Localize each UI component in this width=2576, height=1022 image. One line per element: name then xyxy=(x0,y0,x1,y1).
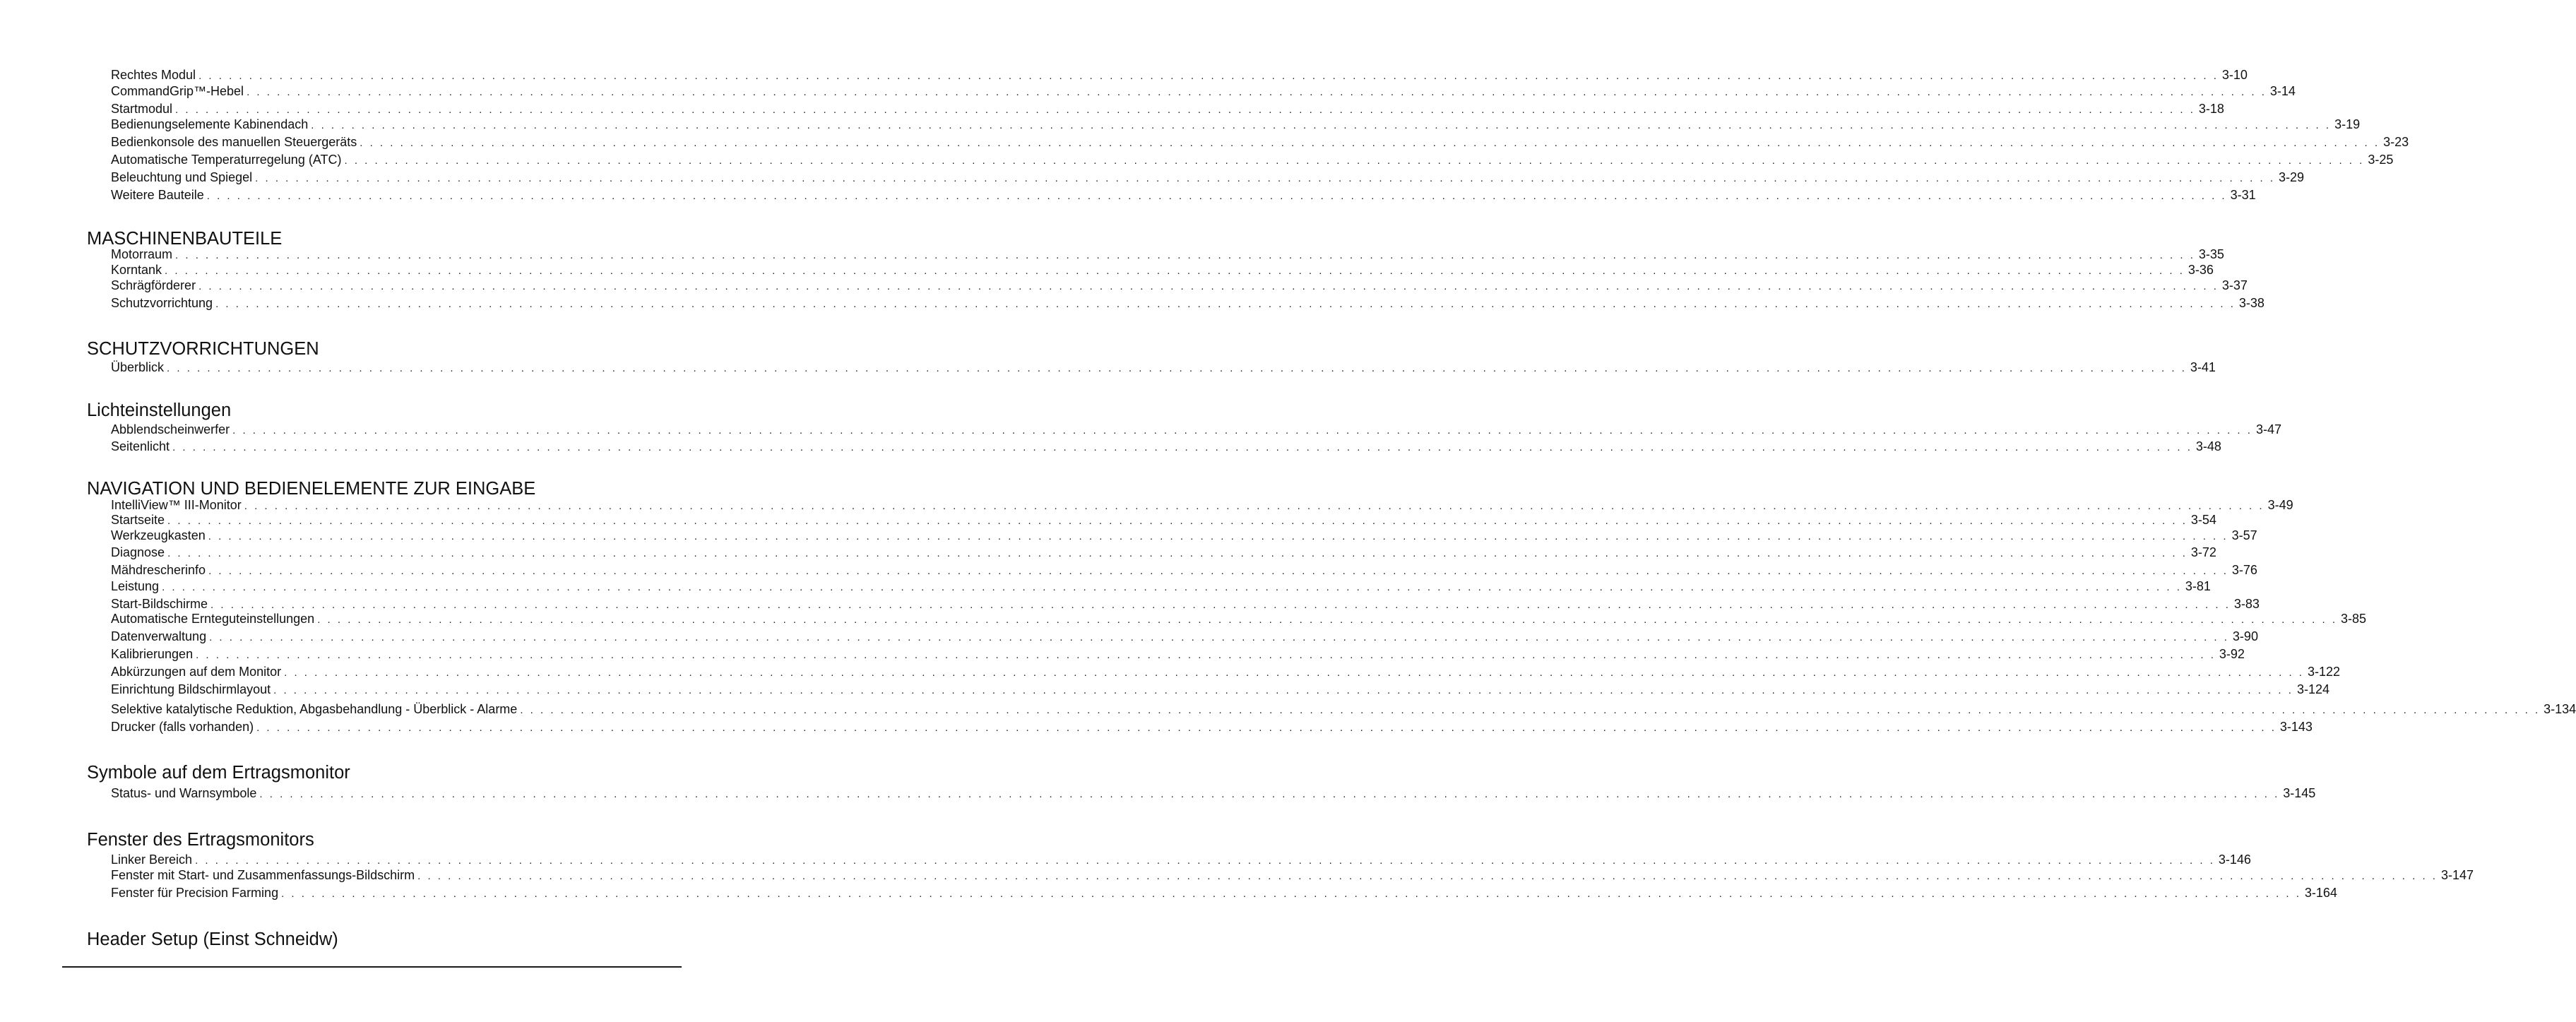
dot-leader: . . . . . . . . . . . . . . . . . . . . . . . . . . . . . . . . . . . . . . . . . . . . . . . . . . . . . . . . . . . . . . . . . . . . . . . . . . . . . . . . . . . . . . . . . . . . . . . . . . . . . . . . . . . . . . . . . . . . . . . . . . . . . . . . . . . . . . . . . . . . . . . . . . . . . . . . . . . . . . . . . . . . . . . . . . . . . . . . . . . . . . . . . . . . . . . . . . . . . . . . xyxy=(273,684,2293,696)
toc-entry-label: Seitenlicht xyxy=(111,439,170,453)
toc-entry-page: 3-37 xyxy=(2221,278,2248,292)
toc-entry[interactable] xyxy=(111,438,2221,455)
toc-entry-label: Rechtes Modul xyxy=(111,68,196,82)
dot-leader: . . . . . . . . . . . . . . . . . . . . . . . . . . . . . . . . . . . . . . . . . . . . . . . . . . . . . . . . . . . . . . . . . . . . . . . . . . . . . . . . . . . . . . . . . . . . . . . . . . . . . . . . . . . . . . . . . . . . . . . . . . . . . . . . . . . . . . . . . . . . . . . . . . . . . . . . . . . . . . . . . . . . . . . . . . . . . . . . . . . . . . . . . . . . . . . . . . . . . . . . xyxy=(232,424,2252,436)
toc-entry[interactable] xyxy=(111,681,2329,698)
toc-entry-page: 3-49 xyxy=(2267,498,2293,512)
toc-entry-page: 3-35 xyxy=(2198,247,2224,261)
toc-entry[interactable] xyxy=(111,133,2409,150)
section-heading: NAVIGATION UND BEDIENELEMENTE ZUR EINGABE xyxy=(87,479,536,499)
toc-entry[interactable] xyxy=(111,701,2576,718)
toc-entry-label: Linker Bereich xyxy=(111,852,193,867)
toc-entry[interactable] xyxy=(111,83,2296,100)
dot-leader: . . . . . . . . . . . . . . . . . . . . . . . . . . . . . . . . . . . . . . . . . . . . . . . . . . . . . . . . . . . . . . . . . . . . . . . . . . . . . . . . . . . . . . . . . . . . . . . . . . . . . . . . . . . . . . . . . . . . . . . . . . . . . . . . . . . . . . . . . . . . . . . . . . . . . . . . . . . . . . . . . . . . . . . . . . . . . . . . . . . . . . . . . . . . . . . . . . . . . . . . xyxy=(167,515,2188,527)
toc-entry-label: IntelliView™ III-Monitor xyxy=(111,498,242,512)
toc-entry-page: 3-124 xyxy=(2296,682,2329,696)
toc-entry-page: 3-10 xyxy=(2221,68,2248,82)
dot-leader: . . . . . . . . . . . . . . . . . . . . . . . . . . . . . . . . . . . . . . . . . . . . . . . . . . . . . . . . . . . . . . . . . . . . . . . . . . . . . . . . . . . . . . . . . . . . . . . . . . . . . . . . . . . . . . . . . . . . . . . . . . . . . . . . . . . . . . . . . . . . . . . . . . . . . . . . . . . . . . . . . . . . . . . . . . . . . . . . . . . . . . . . . . . . . . . . . . . . . . . . xyxy=(198,70,2219,82)
dot-leader: . . . . . . . . . . . . . . . . . . . . . . . . . . . . . . . . . . . . . . . . . . . . . . . . . . . . . . . . . . . . . . . . . . . . . . . . . . . . . . . . . . . . . . . . . . . . . . . . . . . . . . . . . . . . . . . . . . . . . . . . . . . . . . . . . . . . . . . . . . . . . . . . . . . . . . . . . . . . . . . . . . . . . . . . . . . . . . . . . . . . . . . . . . . . . . . . . . . . . . . . xyxy=(172,441,2192,453)
dot-leader: . . . . . . . . . . . . . . . . . . . . . . . . . . . . . . . . . . . . . . . . . . . . . . . . . . . . . . . . . . . . . . . . . . . . . . . . . . . . . . . . . . . . . . . . . . . . . . . . . . . . . . . . . . . . . . . . . . . . . . . . . . . . . . . . . . . . . . . . . . . . . . . . . . . . . . . . . . . . . . . . . . . . . . . . . . . . . . . . . . . . . . . . . . . . . . . . . . . . . . . . xyxy=(175,104,2195,116)
dot-leader: . . . . . . . . . . . . . . . . . . . . . . . . . . . . . . . . . . . . . . . . . . . . . . . . . . . . . . . . . . . . . . . . . . . . . . . . . . . . . . . . . . . . . . . . . . . . . . . . . . . . . . . . . . . . . . . . . . . . . . . . . . . . . . . . . . . . . . . . . . . . . . . . . . . . . . . . . . . . . . . . . . . . . . . . . . . . . . . . . . . . . . . . . . . . . . . . . . . . . . . . xyxy=(206,190,2227,202)
toc-entry-page: 3-54 xyxy=(2190,513,2216,527)
toc-entry-label: Korntank xyxy=(111,263,162,277)
toc-entry-page: 3-31 xyxy=(2230,188,2256,202)
dot-leader: . . . . . . . . . . . . . . . . . . . . . . . . . . . . . . . . . . . . . . . . . . . . . . . . . . . . . . . . . . . . . . . . . . . . . . . . . . . . . . . . . . . . . . . . . . . . . . . . . . . . . . . . . . . . . . . . . . . . . . . . . . . . . . . . . . . . . . . . . . . . . . . . . . . . . . . . . . . . . . . . . . . . . . . . . . . . . . . . . . . . . . . . . . . . . . . . . . . . . . . . xyxy=(209,631,2229,643)
dot-leader: . . . . . . . . . . . . . . . . . . . . . . . . . . . . . . . . . . . . . . . . . . . . . . . . . . . . . . . . . . . . . . . . . . . . . . . . . . . . . . . . . . . . . . . . . . . . . . . . . . . . . . . . . . . . . . . . . . . . . . . . . . . . . . . . . . . . . . . . . . . . . . . . . . . . . . . . . . . . . . . . . . . . . . . . . . . . . . . . . . . . . . . . . . . . . . . . . . . . . . . . xyxy=(256,722,2277,734)
toc-entry-label: Startmodul xyxy=(111,102,173,116)
toc-entry[interactable] xyxy=(111,246,2224,263)
toc-entry-page: 3-81 xyxy=(2185,579,2211,593)
section-heading: Fenster des Ertragsmonitors xyxy=(87,830,314,850)
toc-entry-label: Überblick xyxy=(111,360,165,374)
toc-entry-page: 3-29 xyxy=(2279,170,2305,184)
dot-leader: . . . . . . . . . . . . . . . . . . . . . . . . . . . . . . . . . . . . . . . . . . . . . . . . . . . . . . . . . . . . . . . . . . . . . . . . . . . . . . . . . . . . . . . . . . . . . . . . . . . . . . . . . . . . . . . . . . . . . . . . . . . . . . . . . . . . . . . . . . . . . . . . . . . . . . . . . . . . . . . . . . . . . . . . . . . . . . . . . . . . . . . . . . . . . . . . . . . . . . . . xyxy=(195,855,2215,867)
toc-entry-page: 3-47 xyxy=(2255,422,2281,436)
toc-entry-label: Abblendscheinwerfer xyxy=(111,422,230,436)
toc-entry-label: Schutzvorrichtung xyxy=(111,296,213,310)
toc-entry[interactable] xyxy=(111,100,2224,117)
toc-entry[interactable] xyxy=(111,511,2216,528)
toc-entry-page: 3-18 xyxy=(2198,102,2224,116)
dot-leader: . . . . . . . . . . . . . . . . . . . . . . . . . . . . . . . . . . . . . . . . . . . . . . . . . . . . . . . . . . . . . . . . . . . . . . . . . . . . . . . . . . . . . . . . . . . . . . . . . . . . . . . . . . . . . . . . . . . . . . . . . . . . . . . . . . . . . . . . . . . . . . . . . . . . . . . . . . . . . . . . . . . . . . . . . . . . . . . . . . . . . . . . . . . . . . . . . . . . . . . . xyxy=(281,888,2301,900)
toc-entry-page: 3-38 xyxy=(2238,296,2265,310)
toc-entry-label: Fenster für Precision Farming xyxy=(111,886,279,900)
dot-leader: . . . . . . . . . . . . . . . . . . . . . . . . . . . . . . . . . . . . . . . . . . . . . . . . . . . . . . . . . . . . . . . . . . . . . . . . . . . . . . . . . . . . . . . . . . . . . . . . . . . . . . . . . . . . . . . . . . . . . . . . . . . . . . . . . . . . . . . . . . . . . . . . . . . . . . . . . . . . . . . . . . . . . . . . . . . . . . . . . . . . . . . . . . . . . . . . . . . . . . . . xyxy=(311,119,2332,131)
toc-entry-page: 3-25 xyxy=(2368,153,2394,167)
toc-entry-label: Schrägförderer xyxy=(111,278,196,292)
toc-entry[interactable] xyxy=(111,544,2216,561)
toc-entry-page: 3-122 xyxy=(2307,665,2341,679)
dot-leader: . . . . . . . . . . . . . . . . . . . . . . . . . . . . . . . . . . . . . . . . . . . . . . . . . . . . . . . . . . . . . . . . . . . . . . . . . . . . . . . . . . . . . . . . . . . . . . . . . . . . . . . . . . . . . . . . . . . . . . . . . . . . . . . . . . . . . . . . . . . . . . . . . . . . . . . . . . . . . . . . . . . . . . . . . . . . . . . . . . . . . . . . . . . . . . . . . . . . . . . . xyxy=(210,599,2231,611)
dot-leader: . . . . . . . . . . . . . . . . . . . . . . . . . . . . . . . . . . . . . . . . . . . . . . . . . . . . . . . . . . . . . . . . . . . . . . . . . . . . . . . . . . . . . . . . . . . . . . . . . . . . . . . . . . . . . . . . . . . . . . . . . . . . . . . . . . . . . . . . . . . . . . . . . . . . . . . . . . . . . . . . . . . . . . . . . . . . . . . . . . . . . . . . . . . . . . . . . . . . . . . . xyxy=(255,172,2275,184)
toc-entry[interactable] xyxy=(111,151,2394,168)
section-heading: Lichteinstellungen xyxy=(87,400,232,420)
toc-entry-label: Bedienungselemente Kabinendach xyxy=(111,117,309,131)
toc-entry-label: Abkürzungen auf dem Monitor xyxy=(111,665,282,679)
toc-entry-page: 3-14 xyxy=(2269,84,2296,98)
toc-entry-page: 3-90 xyxy=(2232,629,2258,643)
toc-entry[interactable] xyxy=(111,884,2337,901)
toc-entry-label: Automatische Ernteguteinstellungen xyxy=(111,612,315,626)
toc-entry[interactable] xyxy=(111,663,2341,680)
dot-leader: . . . . . . . . . . . . . . . . . . . . . . . . . . . . . . . . . . . . . . . . . . . . . . . . . . . . . . . . . . . . . . . . . . . . . . . . . . . . . . . . . . . . . . . . . . . . . . . . . . . . . . . . . . . . . . . . . . . . . . . . . . . . . . . . . . . . . . . . . . . . . . . . . . . . . . . . . . . . . . . . . . . . . . . . . . . . . . . . . . . . . . . . . . . . . . . . . . . . . . . . xyxy=(162,581,2182,593)
dot-leader: . . . . . . . . . . . . . . . . . . . . . . . . . . . . . . . . . . . . . . . . . . . . . . . . . . . . . . . . . . . . . . . . . . . . . . . . . . . . . . . . . . . . . . . . . . . . . . . . . . . . . . . . . . . . . . . . . . . . . . . . . . . . . . . . . . . . . . . . . . . . . . . . . . . . . . . . . . . . . . . . . . . . . . . . . . . . . . . . . . . . . . . . . . . . . . . . . . . . . . . . xyxy=(244,500,2265,512)
dot-leader: . . . . . . . . . . . . . . . . . . . . . . . . . . . . . . . . . . . . . . . . . . . . . . . . . . . . . . . . . . . . . . . . . . . . . . . . . . . . . . . . . . . . . . . . . . . . . . . . . . . . . . . . . . . . . . . . . . . . . . . . . . . . . . . . . . . . . . . . . . . . . . . . . . . . . . . . . . . . . . . . . . . . . . . . . . . . . . . . . . . . . . . . . . . . . . . . . . . . . . . . xyxy=(196,649,2216,661)
toc-entry-page: 3-145 xyxy=(2283,786,2316,800)
toc-entry[interactable] xyxy=(111,359,2216,376)
dot-leader: . . . . . . . . . . . . . . . . . . . . . . . . . . . . . . . . . . . . . . . . . . . . . . . . . . . . . . . . . . . . . . . . . . . . . . . . . . . . . . . . . . . . . . . . . . . . . . . . . . . . . . . . . . . . . . . . . . . . . . . . . . . . . . . . . . . . . . . . . . . . . . . . . . . . . . . . . . . . . . . . . . . . . . . . . . . . . . . . . . . . . . . . . . . . . . . . . . . . . . . . xyxy=(215,298,2236,310)
section-heading: Symbole auf dem Ertragsmonitor xyxy=(87,763,350,783)
dot-leader: . . . . . . . . . . . . . . . . . . . . . . . . . . . . . . . . . . . . . . . . . . . . . . . . . . . . . . . . . . . . . . . . . . . . . . . . . . . . . . . . . . . . . . . . . . . . . . . . . . . . . . . . . . . . . . . . . . . . . . . . . . . . . . . . . . . . . . . . . . . . . . . . . . . . . . . . . . . . . . . . . . . . . . . . . . . . . . . . . . . . . . . . . . . . . . . . . . . . . . . . xyxy=(344,155,2365,167)
dot-leader: . . . . . . . . . . . . . . . . . . . . . . . . . . . . . . . . . . . . . . . . . . . . . . . . . . . . . . . . . . . . . . . . . . . . . . . . . . . . . . . . . . . . . . . . . . . . . . . . . . . . . . . . . . . . . . . . . . . . . . . . . . . . . . . . . . . . . . . . . . . . . . . . . . . . . . . . . . . . . . . . . . . . . . . . . . . . . . . . . . . . . . . . . . . . . . . . . . . . . . . . xyxy=(360,137,2380,149)
toc-entry-label: Beleuchtung und Spiegel xyxy=(111,170,253,184)
toc-entry[interactable] xyxy=(111,578,2211,595)
toc-entry-label: CommandGrip™-Hebel xyxy=(111,84,244,98)
toc-entry-page: 3-72 xyxy=(2190,545,2216,559)
toc-entry-page: 3-23 xyxy=(2383,135,2409,149)
toc-entry[interactable] xyxy=(111,66,2248,83)
toc-entry-label: Einrichtung Bildschirmlayout xyxy=(111,682,271,696)
dot-leader: . . . . . . . . . . . . . . . . . . . . . . . . . . . . . . . . . . . . . . . . . . . . . . . . . . . . . . . . . . . . . . . . . . . . . . . . . . . . . . . . . . . . . . . . . . . . . . . . . . . . . . . . . . . . . . . . . . . . . . . . . . . . . . . . . . . . . . . . . . . . . . . . . . . . . . . . . . . . . . . . . . . . . . . . . . . . . . . . . . . . . . . . . . . . . . . . . . . . . . . . xyxy=(247,86,2267,98)
toc-entry-label: Selektive katalytische Reduktion, Abgasbehandlung - Überblick - Alarme xyxy=(111,702,518,716)
dot-leader: . . . . . . . . . . . . . . . . . . . . . . . . . . . . . . . . . . . . . . . . . . . . . . . . . . . . . . . . . . . . . . . . . . . . . . . . . . . . . . . . . . . . . . . . . . . . . . . . . . . . . . . . . . . . . . . . . . . . . . . . . . . . . . . . . . . . . . . . . . . . . . . . . . . . . . . . . . . . . . . . . . . . . . . . . . . . . . . . . . . . . . . . . . . . . . . . . . . . . . . . xyxy=(175,249,2195,261)
toc-entry-page: 3-36 xyxy=(2188,263,2214,277)
toc-entry[interactable] xyxy=(111,116,2361,133)
toc-entry-label: Startseite xyxy=(111,513,165,527)
dot-leader: . . . . . . . . . . . . . . . . . . . . . . . . . . . . . . . . . . . . . . . . . . . . . . . . . . . . . . . . . . . . . . . . . . . . . . . . . . . . . . . . . . . . . . . . . . . . . . . . . . . . . . . . . . . . . . . . . . . . . . . . . . . . . . . . . . . . . . . . . . . . . . . . . . . . . . . . . . . . . . . . . . . . . . . . . . . . . . . . . . . . . . . . . . . . . . . . . . . . . . . . xyxy=(259,788,2280,800)
toc-entry[interactable] xyxy=(111,718,2313,735)
dot-leader: . . . . . . . . . . . . . . . . . . . . . . . . . . . . . . . . . . . . . . . . . . . . . . . . . . . . . . . . . . . . . . . . . . . . . . . . . . . . . . . . . . . . . . . . . . . . . . . . . . . . . . . . . . . . . . . . . . . . . . . . . . . . . . . . . . . . . . . . . . . . . . . . . . . . . . . . . . . . . . . . . . . . . . . . . . . . . . . . . . . . . . . . . . . . . . . . . . . . . . . . xyxy=(198,280,2219,292)
toc-entry[interactable] xyxy=(111,277,2248,294)
toc-entry[interactable] xyxy=(111,527,2257,544)
toc-entry[interactable] xyxy=(111,646,2245,662)
toc-entry-label: Motorraum xyxy=(111,247,173,261)
footer-rule xyxy=(62,966,682,968)
toc-entry-page: 3-57 xyxy=(2231,528,2257,542)
toc-entry-page: 3-92 xyxy=(2219,647,2245,661)
toc-entry-page: 3-143 xyxy=(2279,720,2313,734)
toc-entry-label: Werkzeugkasten xyxy=(111,528,206,542)
toc-entry[interactable] xyxy=(111,628,2258,645)
dot-leader: . . . . . . . . . . . . . . . . . . . . . . . . . . . . . . . . . . . . . . . . . . . . . . . . . . . . . . . . . . . . . . . . . . . . . . . . . . . . . . . . . . . . . . . . . . . . . . . . . . . . . . . . . . . . . . . . . . . . . . . . . . . . . . . . . . . . . . . . . . . . . . . . . . . . . . . . . . . . . . . . . . . . . . . . . . . . . . . . . . . . . . . . . . . . . . . . . . . . . . . . xyxy=(208,565,2228,577)
toc-entry-label: Bedienkonsole des manuellen Steuergeräts xyxy=(111,135,357,149)
toc-entry-page: 3-19 xyxy=(2334,117,2361,131)
dot-leader: . . . . . . . . . . . . . . . . . . . . . . . . . . . . . . . . . . . . . . . . . . . . . . . . . . . . . . . . . . . . . . . . . . . . . . . . . . . . . . . . . . . . . . . . . . . . . . . . . . . . . . . . . . . . . . . . . . . . . . . . . . . . . . . . . . . . . . . . . . . . . . . . . . . . . . . . . . . . . . . . . . . . . . . . . . . . . . . . . . . . . . . . . . . . . . . . . . . . . . . . xyxy=(520,704,2541,716)
toc-entry[interactable] xyxy=(111,785,2316,802)
toc-entry-label: Leistung xyxy=(111,579,160,593)
toc-entry-page: 3-85 xyxy=(2341,612,2367,626)
toc-entry-label: Weitere Bauteile xyxy=(111,188,204,202)
toc-entry-page: 3-48 xyxy=(2195,439,2221,453)
toc-entry-label: Start-Bildschirme xyxy=(111,597,208,611)
toc-entry-label: Mähdrescherinfo xyxy=(111,563,206,577)
toc-entry[interactable] xyxy=(111,867,2474,884)
toc-entry[interactable] xyxy=(111,169,2305,186)
section-heading: SCHUTZVORRICHTUNGEN xyxy=(87,339,319,359)
toc-entry[interactable] xyxy=(111,421,2281,438)
dot-leader: . . . . . . . . . . . . . . . . . . . . . . . . . . . . . . . . . . . . . . . . . . . . . . . . . . . . . . . . . . . . . . . . . . . . . . . . . . . . . . . . . . . . . . . . . . . . . . . . . . . . . . . . . . . . . . . . . . . . . . . . . . . . . . . . . . . . . . . . . . . . . . . . . . . . . . . . . . . . . . . . . . . . . . . . . . . . . . . . . . . . . . . . . . . . . . . . . . . . . . . . xyxy=(165,265,2185,277)
dot-leader: . . . . . . . . . . . . . . . . . . . . . . . . . . . . . . . . . . . . . . . . . . . . . . . . . . . . . . . . . . . . . . . . . . . . . . . . . . . . . . . . . . . . . . . . . . . . . . . . . . . . . . . . . . . . . . . . . . . . . . . . . . . . . . . . . . . . . . . . . . . . . . . . . . . . . . . . . . . . . . . . . . . . . . . . . . . . . . . . . . . . . . . . . . . . . . . . . . . . . . . . xyxy=(417,870,2438,882)
toc-entry-page: 3-134 xyxy=(2544,702,2576,716)
section-heading: MASCHINENBAUTEILE xyxy=(87,229,283,249)
toc-entry-page: 3-147 xyxy=(2440,868,2474,882)
toc-entry[interactable] xyxy=(111,295,2265,311)
toc-entry-label: Fenster mit Start- und Zusammenfassungs-Bildschirm xyxy=(111,868,415,882)
toc-entry-label: Drucker (falls vorhanden) xyxy=(111,720,254,734)
dot-leader: . . . . . . . . . . . . . . . . . . . . . . . . . . . . . . . . . . . . . . . . . . . . . . . . . . . . . . . . . . . . . . . . . . . . . . . . . . . . . . . . . . . . . . . . . . . . . . . . . . . . . . . . . . . . . . . . . . . . . . . . . . . . . . . . . . . . . . . . . . . . . . . . . . . . . . . . . . . . . . . . . . . . . . . . . . . . . . . . . . . . . . . . . . . . . . . . . . . . . . . . xyxy=(167,547,2188,559)
toc-entry[interactable] xyxy=(111,186,2256,203)
toc-entry-page: 3-76 xyxy=(2231,563,2257,577)
toc-entry-page: 3-83 xyxy=(2233,597,2260,611)
toc-entry[interactable] xyxy=(111,261,2214,278)
toc-entry-label: Automatische Temperaturregelung (ATC) xyxy=(111,153,342,167)
toc-entry-page: 3-41 xyxy=(2190,360,2216,374)
toc-entry-page: 3-164 xyxy=(2304,886,2337,900)
toc-entry-label: Diagnose xyxy=(111,545,165,559)
toc-entry[interactable] xyxy=(111,561,2257,578)
dot-leader: . . . . . . . . . . . . . . . . . . . . . . . . . . . . . . . . . . . . . . . . . . . . . . . . . . . . . . . . . . . . . . . . . . . . . . . . . . . . . . . . . . . . . . . . . . . . . . . . . . . . . . . . . . . . . . . . . . . . . . . . . . . . . . . . . . . . . . . . . . . . . . . . . . . . . . . . . . . . . . . . . . . . . . . . . . . . . . . . . . . . . . . . . . . . . . . . . . . . . . . . xyxy=(167,362,2187,374)
toc-entry[interactable] xyxy=(111,610,2367,627)
dot-leader: . . . . . . . . . . . . . . . . . . . . . . . . . . . . . . . . . . . . . . . . . . . . . . . . . . . . . . . . . . . . . . . . . . . . . . . . . . . . . . . . . . . . . . . . . . . . . . . . . . . . . . . . . . . . . . . . . . . . . . . . . . . . . . . . . . . . . . . . . . . . . . . . . . . . . . . . . . . . . . . . . . . . . . . . . . . . . . . . . . . . . . . . . . . . . . . . . . . . . . . . xyxy=(317,614,2338,626)
dot-leader: . . . . . . . . . . . . . . . . . . . . . . . . . . . . . . . . . . . . . . . . . . . . . . . . . . . . . . . . . . . . . . . . . . . . . . . . . . . . . . . . . . . . . . . . . . . . . . . . . . . . . . . . . . . . . . . . . . . . . . . . . . . . . . . . . . . . . . . . . . . . . . . . . . . . . . . . . . . . . . . . . . . . . . . . . . . . . . . . . . . . . . . . . . . . . . . . . . . . . . . . xyxy=(284,667,2304,679)
dot-leader: . . . . . . . . . . . . . . . . . . . . . . . . . . . . . . . . . . . . . . . . . . . . . . . . . . . . . . . . . . . . . . . . . . . . . . . . . . . . . . . . . . . . . . . . . . . . . . . . . . . . . . . . . . . . . . . . . . . . . . . . . . . . . . . . . . . . . . . . . . . . . . . . . . . . . . . . . . . . . . . . . . . . . . . . . . . . . . . . . . . . . . . . . . . . . . . . . . . . . . . . xyxy=(208,530,2228,542)
toc-entry-page: 3-146 xyxy=(2218,852,2251,867)
toc-entry-label: Status- und Warnsymbole xyxy=(111,786,257,800)
section-heading: Header Setup (Einst Schneidw) xyxy=(87,929,338,949)
toc-entry-label: Kalibrierungen xyxy=(111,647,194,661)
toc-entry-label: Datenverwaltung xyxy=(111,629,207,643)
toc-entry[interactable] xyxy=(111,851,2251,868)
